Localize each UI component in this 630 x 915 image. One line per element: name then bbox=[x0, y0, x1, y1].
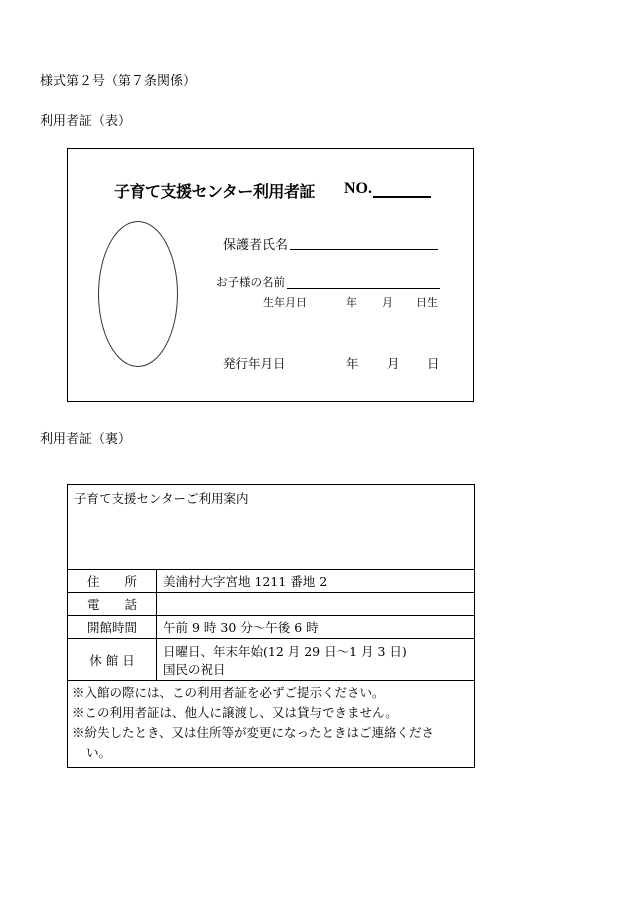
closed-days-line-1: 日曜日、年末年始(12 月 29 日～1 月 3 日) bbox=[163, 643, 407, 659]
birth-month: 月 bbox=[382, 296, 393, 309]
note-3: ※紛失したとき、又は住所等が変更になったときはご連絡くださ bbox=[72, 725, 435, 740]
note-1: ※入館の際には、この利用者証を必ずご提示ください。 bbox=[72, 685, 385, 700]
notes-box bbox=[68, 681, 475, 768]
address-label: 住 所 bbox=[68, 570, 157, 593]
front-heading: 利用者証（表） bbox=[40, 114, 132, 129]
card-number bbox=[344, 180, 431, 198]
birth-year: 年 bbox=[346, 296, 357, 309]
closed-days-value bbox=[157, 639, 475, 681]
hours-label: 開館時間 bbox=[68, 616, 157, 639]
phone-label: 電 話 bbox=[68, 593, 157, 616]
card-number-label: NO. bbox=[344, 180, 372, 197]
child-name-label: お子様の名前 bbox=[216, 275, 285, 289]
child-name-line bbox=[287, 288, 440, 289]
hours-value: 午前 9 時 30 分～午後 6 時 bbox=[157, 616, 475, 639]
guardian-name-line bbox=[290, 249, 438, 250]
birth-day: 日生 bbox=[416, 296, 438, 309]
photo-placeholder bbox=[98, 221, 178, 367]
issue-year: 年 bbox=[346, 356, 359, 371]
card-title: 子育て支援センター利用者証 bbox=[114, 182, 315, 201]
card-number-line bbox=[373, 182, 431, 198]
guardian-name-label: 保護者氏名 bbox=[223, 238, 289, 253]
closed-days-label: 休 館 日 bbox=[68, 639, 157, 681]
issue-date-label: 発行年月日 bbox=[223, 356, 286, 371]
issue-month: 月 bbox=[387, 356, 400, 371]
issue-day: 日 bbox=[427, 356, 440, 371]
phone-value bbox=[157, 593, 475, 616]
back-heading: 利用者証（裏） bbox=[40, 432, 132, 447]
closed-days-line-2: 国民の祝日 bbox=[163, 661, 226, 677]
birth-date-label: 生年月日 bbox=[263, 296, 307, 309]
note-2: ※この利用者証は、他人に譲渡し、又は貸与できません。 bbox=[72, 705, 398, 720]
user-card-back bbox=[67, 484, 475, 768]
guide-title: 子育て支援センターご利用案内 bbox=[68, 485, 475, 570]
note-3-cont: い。 bbox=[86, 745, 112, 760]
form-number: 様式第２号（第７条関係） bbox=[40, 74, 197, 89]
user-card-front bbox=[67, 148, 474, 402]
address-value: 美浦村大字宮地 1211 番地 2 bbox=[157, 570, 475, 593]
